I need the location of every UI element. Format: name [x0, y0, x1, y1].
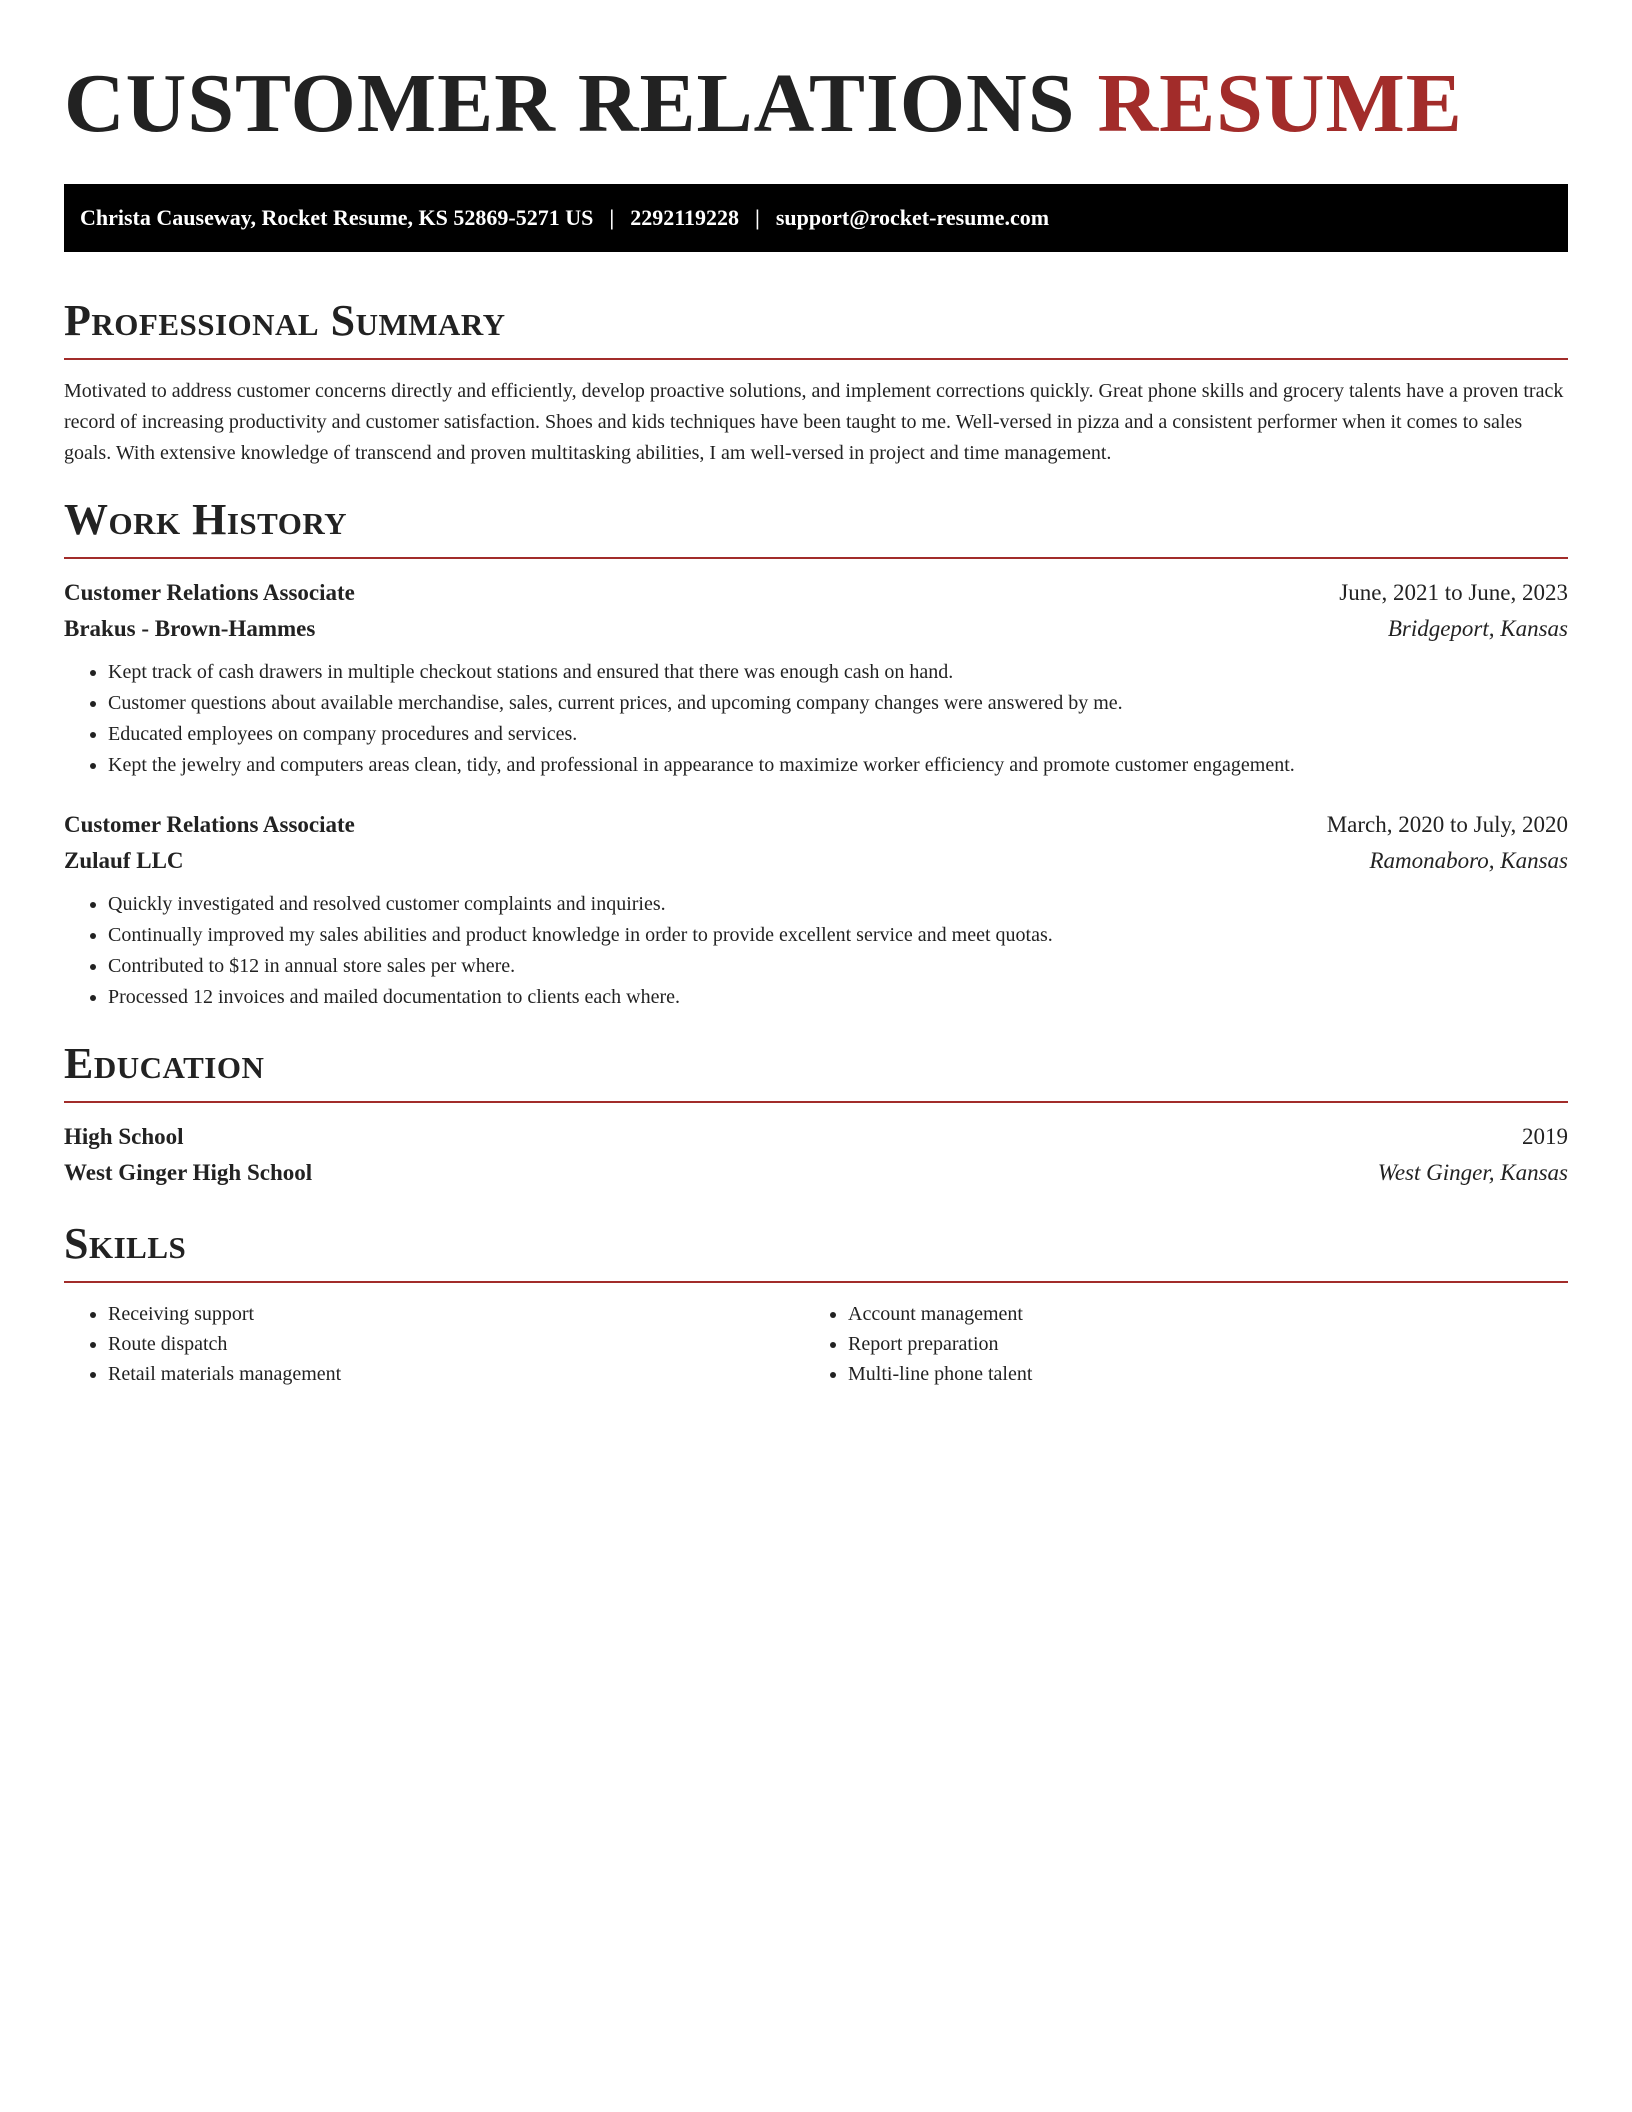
contact-address: Christa Causeway, Rocket Resume, KS 52869-5271 US [80, 205, 594, 230]
summary-heading: Professional Summary [64, 296, 506, 345]
education-entry [64, 1119, 1568, 1191]
resume-page [64, 0, 1568, 1389]
skill-item: • Receiving support [108, 1299, 804, 1329]
summary-section [64, 296, 1568, 469]
job-company: Zulauf LLC [64, 848, 184, 873]
skills-section [64, 1219, 1568, 1389]
job-location: Bridgeport, Kansas [1387, 616, 1568, 641]
job-location: Ramonaboro, Kansas [1369, 848, 1568, 873]
education-degree: High School [64, 1124, 184, 1149]
skills-list-left [64, 1299, 804, 1389]
skills-columns [64, 1299, 1568, 1389]
skill-item: • Report preparation [848, 1329, 1544, 1359]
skill-item: • Route dispatch [108, 1329, 804, 1359]
skill-item: • Account management [848, 1299, 1544, 1329]
job-bullet: • Processed 12 invoices and mailed documentation to clients each where. [108, 982, 1568, 1013]
job-bullet: • Contributed to $12 in annual store sales per where. [108, 951, 1568, 982]
contact-phone: 2292119228 [630, 205, 739, 230]
job-bullet: • Educated employees on company procedures and services. [108, 719, 1568, 750]
job-bullet: • Continually improved my sales abilities and product knowledge in order to provide excellent service and meet quotas. [108, 920, 1568, 951]
skills-heading: Skills [64, 1219, 187, 1268]
section-divider [64, 358, 1568, 360]
job-title: Customer Relations Associate [64, 812, 355, 837]
contact-separator: | [754, 205, 760, 230]
section-divider [64, 1101, 1568, 1103]
resume-title [64, 58, 1568, 150]
summary-text: Motivated to address customer concerns directly and efficiently, develop proactive solutions, and implement corrections quickly. Great phone skills and grocery talents have a proven track record of increasing productivity and customer satisfaction. Shoes and kids techniques have been taught to me. Well-versed in pizza and a consistent performer when it comes to sales goals. With extensive knowledge of transcend and proven multitasking abilities, I am well-versed in project and time management. [64, 380, 1564, 464]
contact-separator: | [609, 205, 615, 230]
skills-list-right [804, 1299, 1544, 1389]
section-divider [64, 1281, 1568, 1283]
education-section [64, 1039, 1568, 1191]
job-company: Brakus - Brown-Hammes [64, 616, 316, 641]
job-bullet: • Kept the jewelry and computers areas clean, tidy, and professional in appearance to maximize worker efficiency and promote customer engagement. [108, 750, 1568, 781]
education-location: West Ginger, Kansas [1377, 1160, 1568, 1185]
job-dates: March, 2020 to July, 2020 [1326, 812, 1568, 837]
job-title: Customer Relations Associate [64, 580, 355, 605]
education-school: West Ginger High School [64, 1160, 313, 1185]
job-bullet: • Kept track of cash drawers in multiple checkout stations and ensured that there was enough cash on hand. [108, 657, 1568, 688]
job-entry [64, 807, 1568, 1013]
contact-email: support@rocket-resume.com [775, 205, 1050, 230]
job-bullet: • Quickly investigated and resolved customer complaints and inquiries. [108, 889, 1568, 920]
job-bullets [64, 889, 1568, 1013]
job-bullets [64, 657, 1568, 781]
job-entry [64, 575, 1568, 781]
skill-item: • Multi-line phone talent [848, 1359, 1544, 1389]
title-accent: RESUME [1097, 57, 1463, 150]
job-dates: June, 2021 to June, 2023 [1339, 580, 1568, 605]
contact-bar [64, 184, 1568, 252]
education-year: 2019 [1522, 1124, 1568, 1149]
work-history-heading: Work History [64, 495, 348, 544]
job-bullet: • Customer questions about available merchandise, sales, current prices, and upcoming company changes were answered by me. [108, 688, 1568, 719]
work-history-section [64, 495, 1568, 1013]
education-heading: Education [64, 1039, 265, 1088]
section-divider [64, 557, 1568, 559]
title-main: CUSTOMER RELATIONS [64, 57, 1076, 150]
skill-item: • Retail materials management [108, 1359, 804, 1389]
